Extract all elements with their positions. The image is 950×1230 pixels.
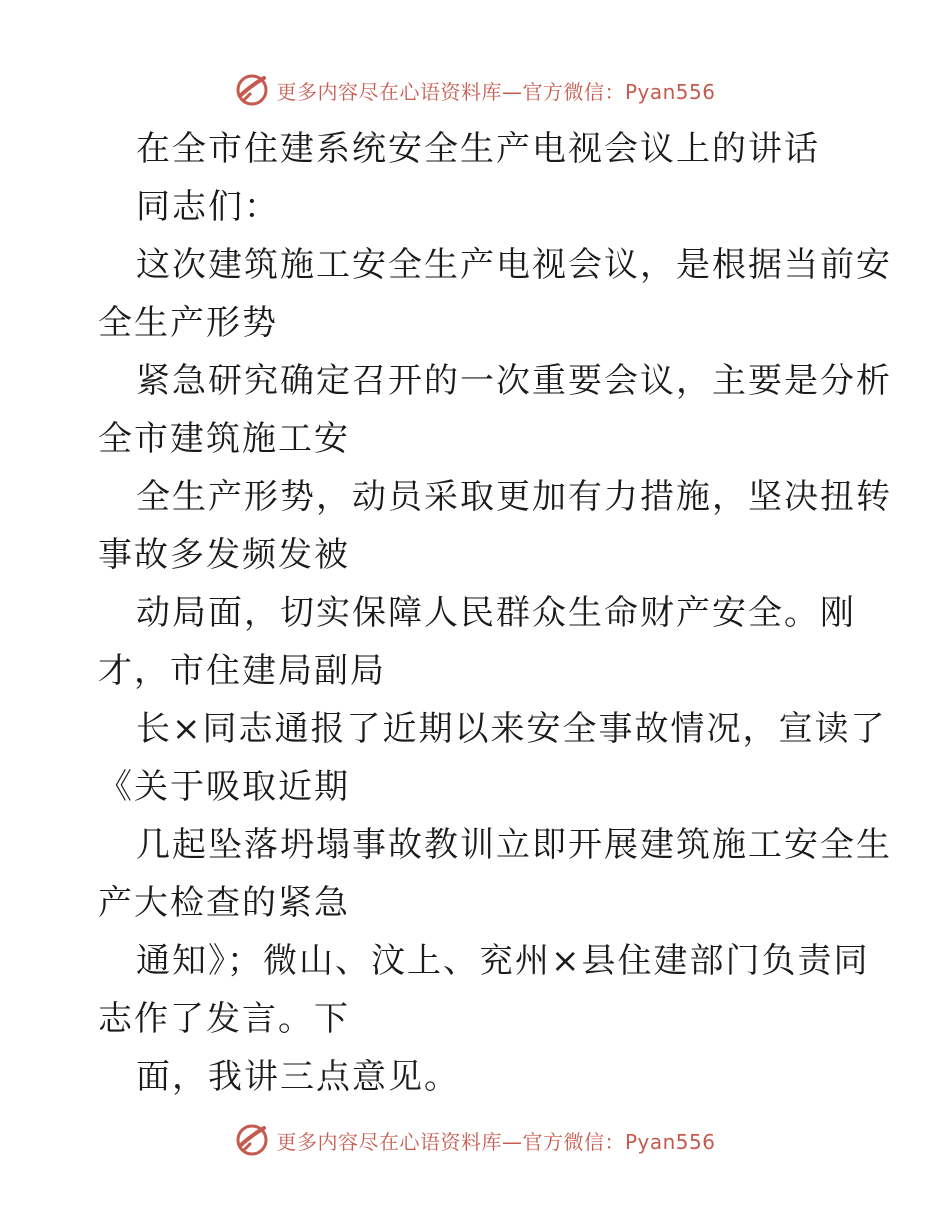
text-line: 长×同志通报了近期以来安全事故情况，宣读了 [136,709,887,749]
brush-logo-icon [234,1122,270,1158]
text-line: 志作了发言。下 [98,999,350,1039]
text-line: 全市建筑施工安 [98,419,350,459]
text-line: 全生产形势，动员采取更加有力措施，坚决扭转 [136,477,892,517]
text-line: 事故多发频发被 [98,535,350,575]
text-line: 通知》；微山、汶上、兖州×县住建部门负责同 [136,941,870,981]
brush-logo-icon [234,72,270,108]
watermark-text: 更多内容尽在心语资料库—官方微信：Pyan556 [276,1129,716,1154]
text-line: 几起坠落坍塌事故教训立即开展建筑施工安全生 [136,825,892,865]
document-body [98,120,892,1106]
watermark-bottom [0,1120,950,1160]
text-line: 紧急研究确定召开的一次重要会议，主要是分析 [136,361,892,401]
watermark-text: 更多内容尽在心语资料库—官方微信：Pyan556 [276,79,716,104]
text-line: 全生产形势 [98,303,278,343]
text-line: 面，我讲三点意见。 [136,1057,460,1097]
text-line: 这次建筑施工安全生产电视会议，是根据当前安 [136,245,892,285]
text-line: 才，市住建局副局 [98,651,386,691]
text-line: 《关于吸取近期 [98,767,350,807]
text-line: 动局面，切实保障人民群众生命财产安全。刚 [136,593,856,633]
text-line: 同志们： [136,187,280,227]
watermark-top [0,70,950,110]
text-line: 产大检查的紧急 [98,883,350,923]
document-title: 在全市住建系统安全生产电视会议上的讲话 [136,129,820,169]
